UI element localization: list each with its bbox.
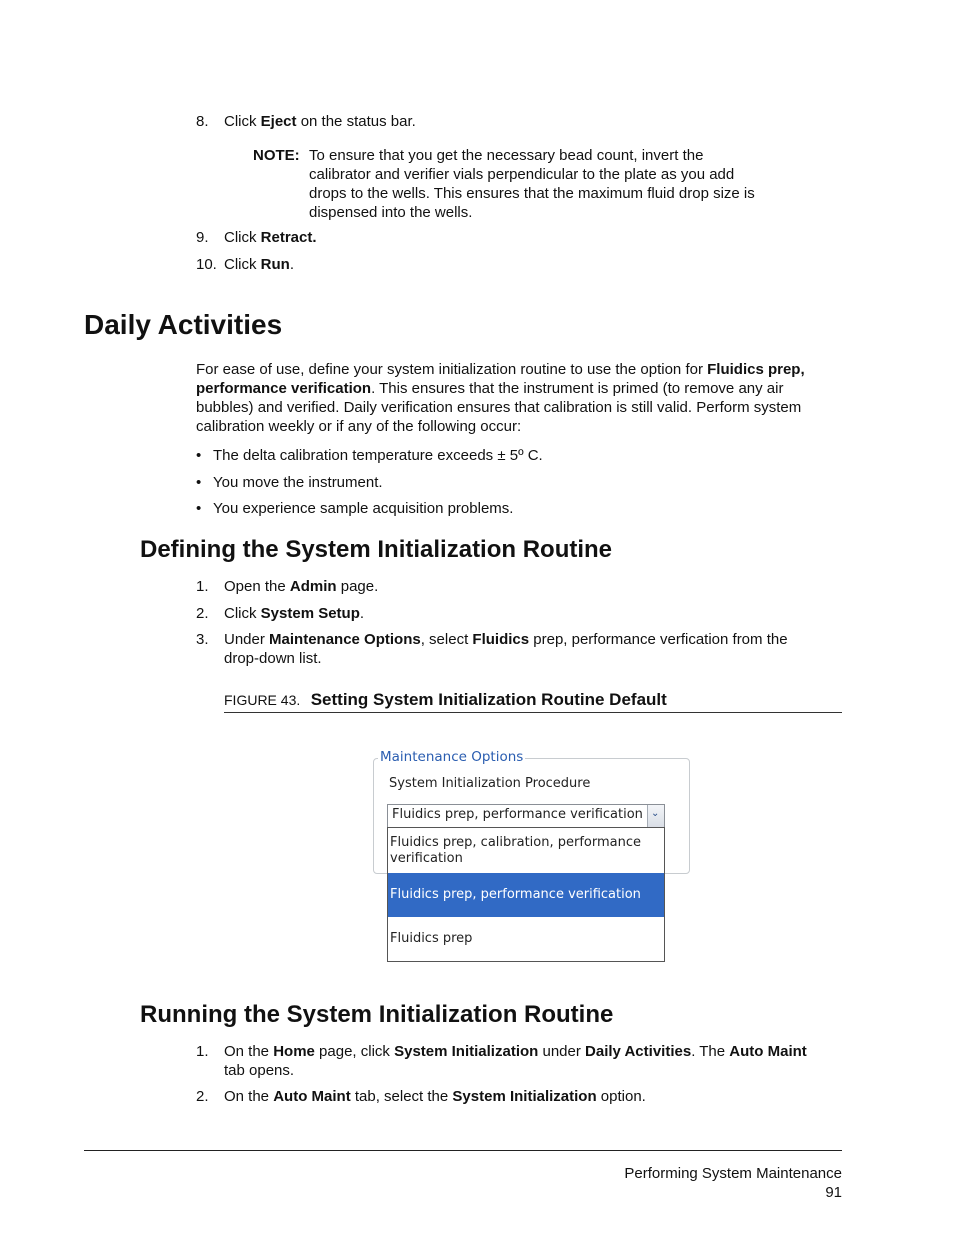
bullet-text: The delta calibration temperature exceeds ± 5º C. [213,447,543,464]
bullet-marker: • [196,500,202,517]
step-text: Open the Admin page. [224,578,379,595]
footer [624,1164,842,1202]
note-line: calibrator and verifier vials perpendicular to the plate as you add [309,166,735,183]
heading-daily-activities: Daily Activities [84,309,283,340]
step-number: 10. [196,256,217,273]
step-text: Click Eject on the status bar. [224,113,416,130]
dropdown-button[interactable] [647,805,664,827]
footer-section: Performing System Maintenance [624,1165,842,1182]
system-initialization-select[interactable] [387,804,665,828]
figure-number: FIGURE 43. [224,692,301,708]
groupbox-legend: Maintenance Options [380,749,524,765]
note-line: To ensure that you get the necessary bead count, invert the [309,147,704,164]
dropdown-option[interactable]: Fluidics prep [390,931,473,946]
step-number: 2. [196,1088,209,1105]
dropdown-option-selected[interactable]: Fluidics prep, performance verification [388,873,664,917]
step-number: 9. [196,229,209,246]
footer-rule [84,1150,842,1151]
bullet-marker: • [196,474,202,491]
step-text: On the Home page, click System Initialization under Daily Activities. The Auto Maint tab opens. [224,1043,807,1079]
note-line: drops to the wells. This ensures that the maximum fluid drop size is [309,185,755,202]
dropdown-option[interactable]: Fluidics prep, calibration, performance verification [390,835,642,866]
note-text [309,146,789,222]
figure-title: Setting System Initialization Routine Default [310,690,667,709]
figure-caption [224,690,667,710]
note-line: dispensed into the wells. [309,204,473,221]
step-text: Click System Setup. [224,605,365,622]
page-number: 91 [825,1184,842,1201]
bullet-text: You move the instrument. [213,474,383,491]
step-number: 3. [196,631,209,648]
chevron-down-icon: ⌄ [651,808,660,819]
step-text: Under Maintenance Options, select Fluidics prep, performance verfication from the drop-down list. [224,631,788,667]
heading-running-routine: Running the System Initialization Routine [140,1001,614,1028]
step-text: Click Run. [224,256,295,273]
select-value: Fluidics prep, performance verification [392,807,643,822]
bullet-text: You experience sample acquisition problems. [213,500,514,517]
caption-rule [224,712,842,713]
heading-defining-routine: Defining the System Initialization Routine [140,536,613,563]
daily-paragraph: For ease of use, define your system initialization routine to use the option for Fluidics prep, performance verification. This ensures that the instrument is primed (to remove any air bubbles) and verified. Daily verification ensures that calibration is still valid. Perform system calibration weekly or if any of the following occur: [196,361,805,435]
note-label: NOTE: [253,147,300,164]
dropdown-list [387,827,665,962]
field-label: System Initialization Procedure [389,776,591,791]
step-text: Click Retract. [224,229,317,246]
step-text: On the Auto Maint tab, select the System Initialization option. [224,1088,646,1105]
step-number: 8. [196,113,209,130]
step-number: 2. [196,605,209,622]
step-number: 1. [196,1043,209,1060]
step-number: 1. [196,578,209,595]
bullet-marker: • [196,447,202,464]
